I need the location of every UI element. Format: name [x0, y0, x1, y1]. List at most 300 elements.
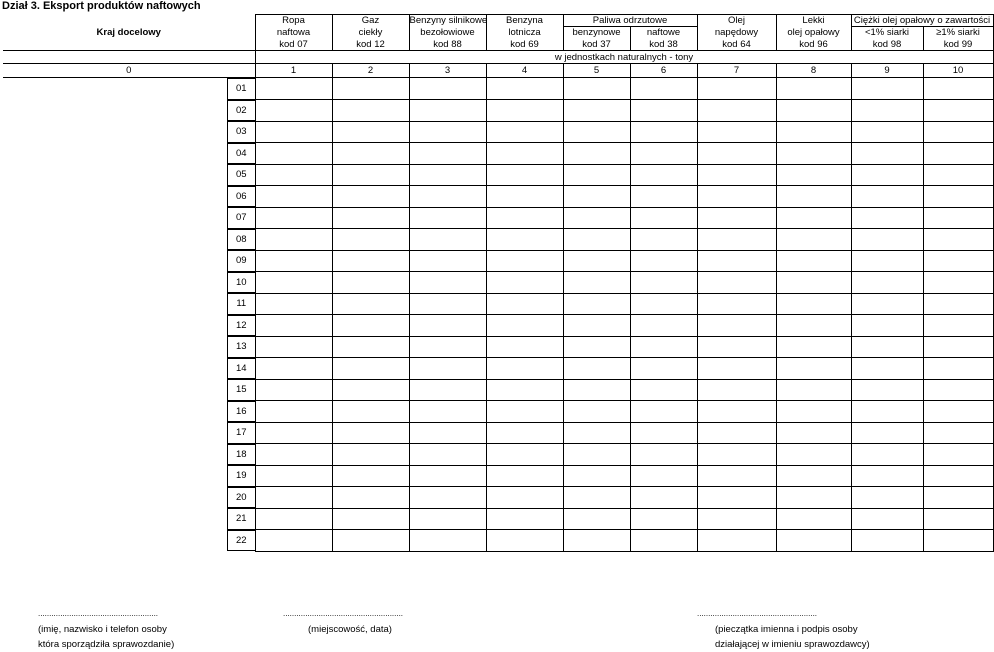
data-cell-col-4[interactable]: [486, 100, 563, 122]
table-row: [3, 422, 993, 444]
data-cell-col-1[interactable]: [255, 508, 332, 530]
data-cell-col-4[interactable]: [486, 121, 563, 143]
data-cell-col-10[interactable]: [923, 293, 993, 315]
data-cell-col-3[interactable]: [409, 186, 486, 208]
data-cell-col-1[interactable]: [255, 143, 332, 165]
data-cell-col-9[interactable]: [851, 272, 923, 294]
row-number: 15: [227, 379, 255, 401]
data-cell-col-8[interactable]: [776, 143, 851, 165]
dots-place: ......................................................: [283, 609, 404, 618]
col-benzyny-line2: bezołowiowe: [409, 27, 486, 39]
data-cell-col-3[interactable]: [409, 100, 486, 122]
data-cell-col-5[interactable]: [563, 229, 630, 251]
data-cell-col-4[interactable]: [486, 465, 563, 487]
col-number-3: 3: [409, 64, 486, 78]
footer-left-line1: (imię, nazwisko i telefon osoby: [38, 624, 167, 635]
data-cell-col-6[interactable]: [630, 143, 697, 165]
data-cell-col-6[interactable]: [630, 465, 697, 487]
data-cell-col-5[interactable]: [563, 143, 630, 165]
data-cell-col-1[interactable]: [255, 207, 332, 229]
table-row: [3, 143, 993, 165]
data-cell-col-4[interactable]: [486, 250, 563, 272]
data-cell-col-4[interactable]: [486, 336, 563, 358]
data-cell-col-5[interactable]: [563, 250, 630, 272]
data-cell-col-2[interactable]: [332, 186, 409, 208]
data-cell-col-6[interactable]: [630, 78, 697, 100]
data-cell-col-2[interactable]: [332, 530, 409, 552]
data-cell-col-8[interactable]: [776, 530, 851, 552]
data-cell-col-3[interactable]: [409, 465, 486, 487]
col-benzyny-line1: Benzyny silnikowe: [409, 15, 488, 27]
data-cell-col-8[interactable]: [776, 508, 851, 530]
data-cell-col-7[interactable]: [697, 379, 776, 401]
data-cell-col-7[interactable]: [697, 508, 776, 530]
data-cell-col-3[interactable]: [409, 379, 486, 401]
data-cell-col-3[interactable]: [409, 358, 486, 380]
footer-stamp: [697, 610, 870, 652]
table-row: [3, 250, 993, 272]
data-cell-col-10[interactable]: [923, 315, 993, 337]
data-cell-col-9[interactable]: [851, 487, 923, 509]
data-cell-col-2[interactable]: [332, 336, 409, 358]
table-row: [3, 100, 993, 122]
data-cell-col-5[interactable]: [563, 422, 630, 444]
data-cell-col-7[interactable]: [697, 229, 776, 251]
data-cell-col-9[interactable]: [851, 100, 923, 122]
data-cell-col-9[interactable]: [851, 164, 923, 186]
row-label-cell: [3, 401, 255, 423]
col-number-2: 2: [332, 64, 409, 78]
row-blank: [3, 78, 227, 100]
data-cell-col-7[interactable]: [697, 315, 776, 337]
data-cell-col-6[interactable]: [630, 444, 697, 466]
data-cell-col-1[interactable]: [255, 100, 332, 122]
data-cell-col-7[interactable]: [697, 422, 776, 444]
data-cell-col-7[interactable]: [697, 164, 776, 186]
data-cell-col-6[interactable]: [630, 487, 697, 509]
data-cell-col-6[interactable]: [630, 121, 697, 143]
data-cell-col-3[interactable]: [409, 508, 486, 530]
col-paliwa-code1: kod 37: [563, 39, 630, 51]
data-cell-col-2[interactable]: [332, 78, 409, 100]
col-ciezki-code1: kod 98: [851, 39, 923, 51]
data-cell-col-5[interactable]: [563, 379, 630, 401]
data-cell-col-8[interactable]: [776, 250, 851, 272]
row-number: 08: [227, 229, 255, 251]
row-label-cell: [3, 207, 255, 229]
data-cell-col-9[interactable]: [851, 508, 923, 530]
data-cell-col-4[interactable]: [486, 272, 563, 294]
data-cell-col-2[interactable]: [332, 487, 409, 509]
data-cell-col-10[interactable]: [923, 186, 993, 208]
data-cell-col-9[interactable]: [851, 143, 923, 165]
data-cell-col-2[interactable]: [332, 379, 409, 401]
data-cell-col-7[interactable]: [697, 293, 776, 315]
data-cell-col-9[interactable]: [851, 250, 923, 272]
data-cell-col-7[interactable]: [697, 100, 776, 122]
data-cell-col-8[interactable]: [776, 336, 851, 358]
data-cell-col-10[interactable]: [923, 530, 993, 552]
row-label-cell: [3, 422, 255, 444]
data-cell-col-1[interactable]: [255, 293, 332, 315]
data-cell-col-9[interactable]: [851, 315, 923, 337]
data-cell-col-3[interactable]: [409, 143, 486, 165]
data-cell-col-6[interactable]: [630, 207, 697, 229]
data-cell-col-10[interactable]: [923, 465, 993, 487]
data-cell-col-5[interactable]: [563, 444, 630, 466]
data-cell-col-6[interactable]: [630, 186, 697, 208]
data-cell-col-5[interactable]: [563, 100, 630, 122]
row-number: 10: [227, 272, 255, 294]
data-cell-col-3[interactable]: [409, 229, 486, 251]
row-blank: [3, 358, 227, 380]
data-cell-col-1[interactable]: [255, 487, 332, 509]
data-cell-col-4[interactable]: [486, 530, 563, 552]
data-cell-col-5[interactable]: [563, 186, 630, 208]
data-cell-col-2[interactable]: [332, 121, 409, 143]
data-cell-col-5[interactable]: [563, 358, 630, 380]
data-cell-col-2[interactable]: [332, 422, 409, 444]
data-cell-col-3[interactable]: [409, 121, 486, 143]
col-paliwa-sub2: naftowe: [630, 27, 697, 39]
data-cell-col-1[interactable]: [255, 164, 332, 186]
data-cell-col-2[interactable]: [332, 444, 409, 466]
col-benzyny-code: kod 88: [409, 39, 486, 51]
data-cell-col-10[interactable]: [923, 379, 993, 401]
data-cell-col-10[interactable]: [923, 78, 993, 100]
table-row: [3, 358, 993, 380]
data-cell-col-5[interactable]: [563, 272, 630, 294]
data-cell-col-10[interactable]: [923, 164, 993, 186]
data-cell-col-1[interactable]: [255, 530, 332, 552]
data-cell-col-5[interactable]: [563, 508, 630, 530]
row-number: 03: [227, 121, 255, 143]
data-cell-col-10[interactable]: [923, 143, 993, 165]
row-blank: [3, 530, 227, 552]
data-cell-col-8[interactable]: [776, 207, 851, 229]
data-cell-col-6[interactable]: [630, 229, 697, 251]
data-cell-col-1[interactable]: [255, 358, 332, 380]
footer-middle-line1: (miejscowość, data): [308, 624, 392, 635]
data-cell-col-8[interactable]: [776, 379, 851, 401]
data-cell-col-9[interactable]: [851, 358, 923, 380]
row-number: 22: [227, 530, 255, 552]
row-blank: [3, 444, 227, 466]
row-number: 02: [227, 100, 255, 122]
data-cell-col-9[interactable]: [851, 422, 923, 444]
table-header: [3, 15, 993, 78]
data-cell-col-2[interactable]: [332, 250, 409, 272]
data-cell-col-7[interactable]: [697, 272, 776, 294]
data-cell-col-2[interactable]: [332, 100, 409, 122]
data-cell-col-4[interactable]: [486, 164, 563, 186]
col-lekki-line2: olej opałowy: [776, 27, 851, 39]
data-cell-col-2[interactable]: [332, 315, 409, 337]
data-cell-col-8[interactable]: [776, 358, 851, 380]
data-cell-col-9[interactable]: [851, 379, 923, 401]
data-cell-col-3[interactable]: [409, 444, 486, 466]
data-cell-col-10[interactable]: [923, 229, 993, 251]
data-cell-col-7[interactable]: [697, 444, 776, 466]
data-cell-col-1[interactable]: [255, 186, 332, 208]
data-cell-col-8[interactable]: [776, 315, 851, 337]
data-cell-col-4[interactable]: [486, 186, 563, 208]
row-blank: [3, 422, 227, 444]
data-cell-col-10[interactable]: [923, 207, 993, 229]
data-cell-col-6[interactable]: [630, 293, 697, 315]
col-gaz-line2: ciekły: [332, 27, 409, 39]
kraj-docelowy-header: Kraj docelowy: [3, 15, 255, 51]
data-cell-col-6[interactable]: [630, 508, 697, 530]
data-cell-col-9[interactable]: [851, 465, 923, 487]
data-cell-col-8[interactable]: [776, 121, 851, 143]
data-cell-col-3[interactable]: [409, 530, 486, 552]
data-cell-col-6[interactable]: [630, 401, 697, 423]
row-label-cell: [3, 250, 255, 272]
data-cell-col-2[interactable]: [332, 401, 409, 423]
data-cell-col-1[interactable]: [255, 444, 332, 466]
data-cell-col-5[interactable]: [563, 401, 630, 423]
data-cell-col-2[interactable]: [332, 207, 409, 229]
col-number-1: 1: [255, 64, 332, 78]
data-cell-col-4[interactable]: [486, 379, 563, 401]
data-cell-col-2[interactable]: [332, 272, 409, 294]
row-blank: [3, 465, 227, 487]
data-cell-col-3[interactable]: [409, 422, 486, 444]
data-cell-col-4[interactable]: [486, 508, 563, 530]
data-cell-col-7[interactable]: [697, 207, 776, 229]
row-blank: [3, 207, 227, 229]
data-cell-col-9[interactable]: [851, 293, 923, 315]
row-blank: [3, 100, 227, 122]
data-cell-col-9[interactable]: [851, 444, 923, 466]
data-cell-col-9[interactable]: [851, 401, 923, 423]
data-cell-col-3[interactable]: [409, 336, 486, 358]
data-cell-col-5[interactable]: [563, 78, 630, 100]
data-cell-col-9[interactable]: [851, 229, 923, 251]
col-ciezki-code2: kod 99: [923, 39, 993, 51]
col-ropa-code: kod 07: [255, 39, 332, 51]
data-cell-col-7[interactable]: [697, 401, 776, 423]
data-cell-col-2[interactable]: [332, 508, 409, 530]
row-blank: [3, 121, 227, 143]
data-cell-col-3[interactable]: [409, 315, 486, 337]
data-cell-col-10[interactable]: [923, 336, 993, 358]
row-blank: [3, 250, 227, 272]
data-cell-col-1[interactable]: [255, 422, 332, 444]
data-cell-col-1[interactable]: [255, 315, 332, 337]
col-paliwa-sub1: benzynowe: [563, 27, 630, 39]
data-cell-col-6[interactable]: [630, 358, 697, 380]
row-number: 16: [227, 401, 255, 423]
col-number-7: 7: [697, 64, 776, 78]
data-cell-col-7[interactable]: [697, 186, 776, 208]
dots-stamp: ......................................................: [697, 609, 818, 618]
row-blank: [3, 508, 227, 530]
row-label-cell: [3, 121, 255, 143]
col-olej-code: kod 64: [697, 39, 776, 51]
data-cell-col-7[interactable]: [697, 250, 776, 272]
data-cell-col-9[interactable]: [851, 78, 923, 100]
table-row: [3, 207, 993, 229]
data-cell-col-3[interactable]: [409, 272, 486, 294]
data-cell-col-4[interactable]: [486, 358, 563, 380]
data-cell-col-5[interactable]: [563, 336, 630, 358]
col-number-0: 0: [3, 64, 255, 78]
data-cell-col-4[interactable]: [486, 207, 563, 229]
data-cell-col-8[interactable]: [776, 293, 851, 315]
data-cell-col-10[interactable]: [923, 422, 993, 444]
data-cell-col-8[interactable]: [776, 422, 851, 444]
data-cell-col-3[interactable]: [409, 250, 486, 272]
data-cell-col-3[interactable]: [409, 207, 486, 229]
data-cell-col-1[interactable]: [255, 78, 332, 100]
row-number: 09: [227, 250, 255, 272]
data-cell-col-4[interactable]: [486, 422, 563, 444]
col-ciezki-header: Ciężki olej opałowy o zawartości: [851, 15, 993, 27]
data-cell-col-9[interactable]: [851, 207, 923, 229]
data-cell-col-7[interactable]: [697, 530, 776, 552]
data-cell-col-2[interactable]: [332, 164, 409, 186]
row-label-cell: [3, 315, 255, 337]
data-cell-col-10[interactable]: [923, 487, 993, 509]
data-cell-col-9[interactable]: [851, 121, 923, 143]
data-cell-col-5[interactable]: [563, 293, 630, 315]
data-cell-col-10[interactable]: [923, 121, 993, 143]
data-cell-col-5[interactable]: [563, 315, 630, 337]
row-number: 11: [227, 293, 255, 315]
row-number: 06: [227, 186, 255, 208]
data-cell-col-8[interactable]: [776, 164, 851, 186]
data-cell-col-5[interactable]: [563, 121, 630, 143]
data-cell-col-6[interactable]: [630, 164, 697, 186]
row-blank: [3, 487, 227, 509]
data-cell-col-10[interactable]: [923, 444, 993, 466]
data-cell-col-4[interactable]: [486, 315, 563, 337]
data-cell-col-8[interactable]: [776, 272, 851, 294]
data-cell-col-10[interactable]: [923, 508, 993, 530]
data-cell-col-9[interactable]: [851, 336, 923, 358]
data-cell-col-7[interactable]: [697, 336, 776, 358]
data-cell-col-8[interactable]: [776, 487, 851, 509]
row-number: 13: [227, 336, 255, 358]
data-cell-col-1[interactable]: [255, 336, 332, 358]
data-cell-col-4[interactable]: [486, 293, 563, 315]
data-cell-col-5[interactable]: [563, 164, 630, 186]
data-cell-col-4[interactable]: [486, 444, 563, 466]
col-ropa-line1: Ropa: [255, 15, 332, 27]
data-cell-col-8[interactable]: [776, 100, 851, 122]
data-cell-col-10[interactable]: [923, 401, 993, 423]
data-cell-col-9[interactable]: [851, 530, 923, 552]
data-cell-col-6[interactable]: [630, 315, 697, 337]
col-ciezki-sub2: ≥1% siarki: [923, 27, 993, 39]
col-paliwa-header: Paliwa odrzutowe: [563, 15, 697, 27]
data-cell-col-3[interactable]: [409, 293, 486, 315]
data-cell-col-7[interactable]: [697, 78, 776, 100]
data-cell-col-8[interactable]: [776, 401, 851, 423]
data-cell-col-8[interactable]: [776, 186, 851, 208]
data-cell-col-8[interactable]: [776, 78, 851, 100]
data-cell-col-5[interactable]: [563, 487, 630, 509]
data-cell-col-4[interactable]: [486, 143, 563, 165]
data-cell-col-2[interactable]: [332, 358, 409, 380]
data-cell-col-1[interactable]: [255, 250, 332, 272]
table-row: [3, 186, 993, 208]
data-cell-col-9[interactable]: [851, 186, 923, 208]
data-cell-col-10[interactable]: [923, 250, 993, 272]
data-cell-col-1[interactable]: [255, 465, 332, 487]
data-cell-col-10[interactable]: [923, 272, 993, 294]
row-label-cell: [3, 100, 255, 122]
data-cell-col-1[interactable]: [255, 229, 332, 251]
col-gaz-line1: Gaz: [332, 15, 409, 27]
data-cell-col-4[interactable]: [486, 229, 563, 251]
data-cell-col-3[interactable]: [409, 78, 486, 100]
table-row: [3, 508, 993, 530]
data-cell-col-2[interactable]: [332, 229, 409, 251]
data-cell-col-1[interactable]: [255, 401, 332, 423]
export-table: [3, 14, 994, 552]
row-number: 19: [227, 465, 255, 487]
data-cell-col-7[interactable]: [697, 143, 776, 165]
table-row: [3, 315, 993, 337]
data-cell-col-5[interactable]: [563, 207, 630, 229]
data-cell-col-10[interactable]: [923, 100, 993, 122]
data-cell-col-8[interactable]: [776, 229, 851, 251]
data-cell-col-2[interactable]: [332, 293, 409, 315]
data-cell-col-3[interactable]: [409, 487, 486, 509]
data-cell-col-3[interactable]: [409, 164, 486, 186]
table-row: [3, 336, 993, 358]
data-cell-col-7[interactable]: [697, 358, 776, 380]
data-cell-col-6[interactable]: [630, 250, 697, 272]
data-cell-col-1[interactable]: [255, 121, 332, 143]
data-cell-col-6[interactable]: [630, 336, 697, 358]
data-cell-col-2[interactable]: [332, 143, 409, 165]
col-number-4: 4: [486, 64, 563, 78]
row-label-cell: [3, 465, 255, 487]
data-cell-col-6[interactable]: [630, 379, 697, 401]
data-cell-col-4[interactable]: [486, 401, 563, 423]
data-cell-col-7[interactable]: [697, 121, 776, 143]
row-label-cell: [3, 272, 255, 294]
data-cell-col-4[interactable]: [486, 78, 563, 100]
data-cell-col-4[interactable]: [486, 487, 563, 509]
data-cell-col-6[interactable]: [630, 272, 697, 294]
data-cell-col-8[interactable]: [776, 465, 851, 487]
data-cell-col-7[interactable]: [697, 465, 776, 487]
data-cell-col-6[interactable]: [630, 422, 697, 444]
data-cell-col-2[interactable]: [332, 465, 409, 487]
data-cell-col-7[interactable]: [697, 487, 776, 509]
data-cell-col-10[interactable]: [923, 358, 993, 380]
data-cell-col-6[interactable]: [630, 100, 697, 122]
data-cell-col-1[interactable]: [255, 379, 332, 401]
data-cell-col-8[interactable]: [776, 444, 851, 466]
table-row: [3, 379, 993, 401]
data-cell-col-3[interactable]: [409, 401, 486, 423]
data-cell-col-5[interactable]: [563, 530, 630, 552]
table-row: [3, 293, 993, 315]
row-label-cell: [3, 186, 255, 208]
table-row: [3, 465, 993, 487]
col-olej-line1: Olej: [697, 15, 776, 27]
data-cell-col-1[interactable]: [255, 272, 332, 294]
data-cell-col-6[interactable]: [630, 530, 697, 552]
row-number: 17: [227, 422, 255, 444]
data-cell-col-5[interactable]: [563, 465, 630, 487]
